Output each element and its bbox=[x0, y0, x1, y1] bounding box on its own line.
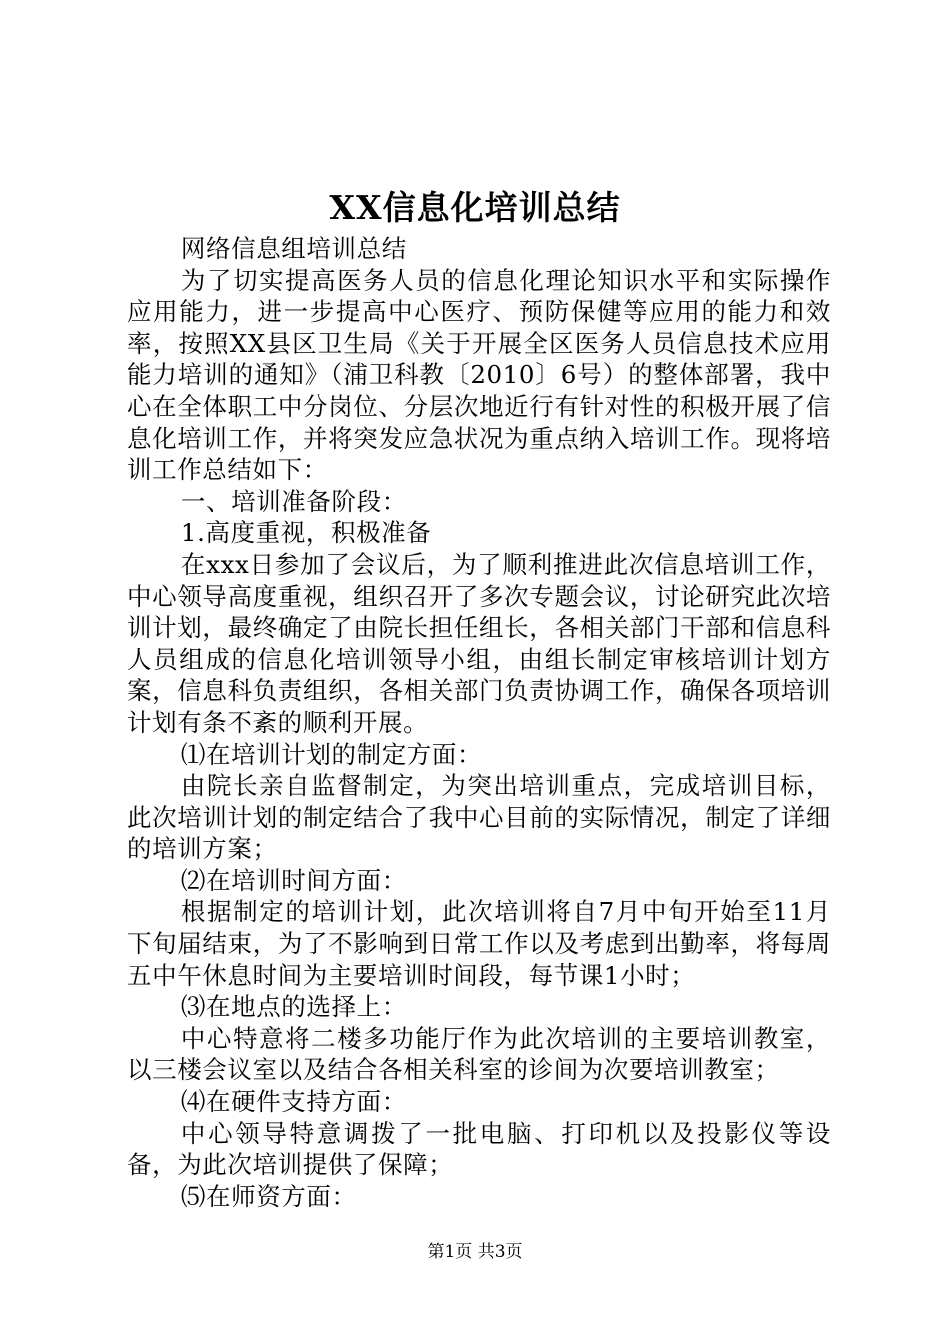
document-title: XX信息化培训总结 bbox=[329, 188, 621, 227]
item-heading: ⑴在培训计划的制定方面： bbox=[180, 739, 483, 769]
item-heading: ⑷在硬件支持方面： bbox=[180, 1087, 407, 1117]
paragraph: 中心特意将二楼多功能厅作为此次培训的主要培训教室，以三楼会议室以及结合各相关科室的诊间为次要培训教室； bbox=[127, 1023, 831, 1085]
paragraph: 网络信息组培训总结 bbox=[180, 234, 407, 263]
paragraph: 根据制定的培训计划，此次培训将自7月中旬开始至11月下旬届结束，为了不影响到日常工作以及考虑到出勤率，将每周五中午休息时间为主要培训时间段，每节课1小时； bbox=[127, 897, 831, 990]
item-heading: ⑶在地点的选择上： bbox=[180, 992, 407, 1022]
paragraph: 由院长亲自监督制定，为突出培训重点，完成培训目标，此次培训计划的制定结合了我中心目前的实际情况，制定了详细的培训方案； bbox=[127, 771, 831, 864]
paragraph: 在xxx日参加了会议后，为了顺利推进此次信息培训工作，中心领导高度重视，组织召开了多次专题会议，讨论研究此次培训计划，最终确定了由院长担任组长，各相关部门干部和信息科人员组成的信息化培训领导小组，由组长制定审核培训计划方案，信息科负责组织，各相关部门负责协调工作，确保各项培训计划有条不紊的顺利开展。 bbox=[127, 549, 831, 737]
paragraph: 中心领导特意调拨了一批电脑、打印机以及投影仪等设备，为此次培训提供了保障； bbox=[127, 1118, 831, 1180]
subsection-heading: 1.高度重视，积极准备 bbox=[180, 518, 432, 548]
item-heading: ⑸在师资方面： bbox=[180, 1181, 357, 1211]
page-footer: 第1页 共3页 bbox=[427, 1242, 523, 1262]
paragraph: 为了切实提高医务人员的信息化理论知识水平和实际操作应用能力，进一步提高中心医疗、预防保健等应用的能力和效率，按照XX县区卫生局《关于开展全区医务人员信息技术应用能力培训的通知》（浦卫科教〔2010〕6号）的整体部署，我中心在全体职工中分岗位、分层次地近行有针对性的积极开展了信息化培训工作，并将突发应急状况为重点纳入培训工作。现将培训工作总结如下： bbox=[127, 265, 831, 485]
section-heading: 一、培训准备阶段： bbox=[180, 486, 407, 516]
item-heading: ⑵在培训时间方面： bbox=[180, 865, 407, 895]
document-body bbox=[127, 233, 831, 1212]
